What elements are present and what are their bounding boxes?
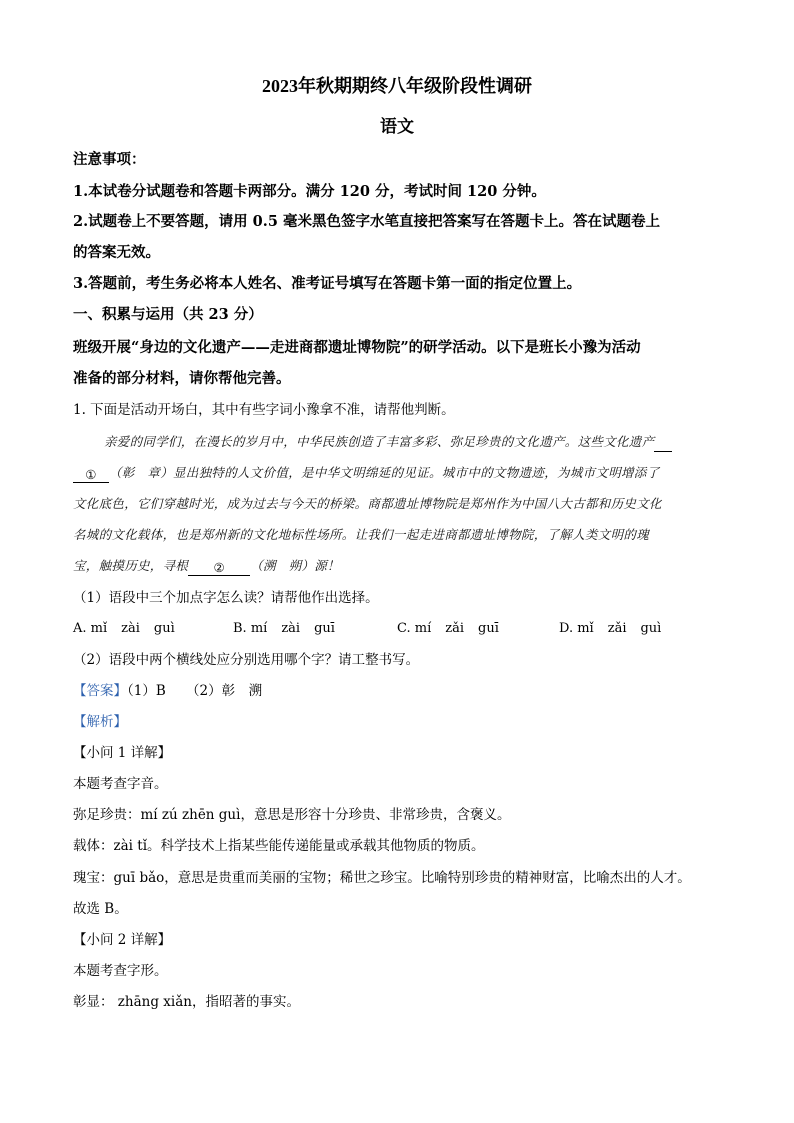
analysis-q2-line-1: 彰显： zhāng xiǎn，指昭著的事实。 (73, 994, 300, 1010)
blank-underline (654, 434, 672, 452)
option-b (233, 619, 335, 639)
answer-text: （1）B （2）彰 溯 (127, 683, 263, 699)
passage-text: 亲爱的同学们，在漫长的岁月中，中华民族创造了丰富多彩、弥足珍贵的文化遗产。这些文化遗产 (104, 434, 655, 449)
section-intro: 班级开展“身边的文化遗产——走进商都遗址博物院”的研学活动。以下是班长小豫为活动 (73, 339, 641, 356)
passage-line-5 (73, 556, 340, 576)
passage-line-4: 名城的文化载体，也是郑州新的文化地标性场所。让我们一起走进商都遗址博物院，了解人类文明的瑰 (73, 527, 650, 542)
analysis-q1-line-3: 瑰宝：guī bǎo，意思是贵重而美丽的宝物；稀世之珍宝。比喻特别珍贵的精神财富，比喻杰出的人才。 (73, 870, 691, 886)
option-pinyin: zài (281, 621, 301, 636)
notes-heading: 注意事项： (73, 151, 146, 168)
option-d (559, 619, 661, 639)
option-pinyin: guì (640, 621, 662, 636)
analysis-tag: 【解析】 (73, 714, 127, 730)
analysis-q1-conclusion: 故选 B。 (73, 901, 128, 917)
analysis-q1-heading: 【小问 1 详解】 (73, 745, 172, 761)
option-a (73, 619, 175, 639)
note-item-1: 1.本试卷分试题卷和答题卡两部分。满分 120 分，考试时间 120 分钟。 (73, 183, 546, 200)
option-pinyin: guī (314, 621, 335, 636)
page-title: 2023年秋期期终八年级阶段性调研 (262, 76, 532, 96)
subject-title: 语文 (380, 117, 414, 137)
section-intro-cont: 准备的部分材料，请你帮他完善。 (73, 370, 291, 387)
option-pinyin: guì (153, 621, 175, 636)
passage-text: （溯 朔）源！ (250, 558, 340, 573)
option-label: C. mí (397, 621, 432, 636)
passage-line-1 (104, 432, 672, 452)
analysis-q1-line-2: 载体：zài tǐ。科学技术上指某些能传递能量或承载其他物质的物质。 (73, 838, 485, 854)
option-pinyin: zǎi (445, 621, 464, 636)
option-label: D. mǐ (559, 621, 594, 636)
passage-line-2 (73, 463, 659, 483)
question-1-sub-1: （1）语段中三个加点字怎么读？请帮他作出选择。 (73, 590, 379, 606)
note-item-3: 3.答题前，考生务必将本人姓名、准考证号填写在答题卡第一面的指定位置上。 (73, 275, 582, 292)
analysis-q2-heading: 【小问 2 详解】 (73, 932, 172, 948)
option-label: A. mǐ (73, 621, 108, 636)
section-title: 一、积累与运用（共 23 分） (73, 306, 263, 323)
option-c (397, 619, 499, 639)
passage-text: 宝，触摸历史，寻根 (73, 558, 189, 573)
option-label: B. mí (233, 621, 268, 636)
blank-1 (73, 465, 109, 483)
analysis-q2-topic: 本题考查字形。 (73, 963, 168, 979)
option-pinyin: guī (478, 621, 499, 636)
answer-line (73, 681, 262, 701)
question-1-stem: 1. 下面是活动开场白，其中有些字词小豫拿不准，请帮他判断。 (73, 402, 455, 418)
option-pinyin: zài (121, 621, 140, 636)
blank-2-mark: ② (213, 560, 225, 575)
option-pinyin: zǎi (607, 621, 627, 636)
blank-2 (188, 558, 250, 576)
analysis-q1-topic: 本题考查字音。 (73, 776, 168, 792)
analysis-q1-line-1: 弥足珍贵：mí zú zhēn guì，意思是形容十分珍贵、非常珍贵，含褒义。 (73, 807, 511, 823)
blank-1-mark: ① (85, 467, 97, 482)
note-item-2-cont: 的答案无效。 (73, 244, 160, 261)
passage-text: （彰 章）显出独特的人文价值，是中华文明绵延的见证。城市中的文物遗迹，为城市文明增添了 (109, 465, 660, 480)
question-1-sub-2: （2）语段中两个横线处应分别选用哪个字？请工整书写。 (73, 652, 420, 668)
note-item-2: 2.试题卷上不要答题，请用 0.5 毫米黑色签字水笔直接把答案写在答题卡上。答在试题卷上 (73, 213, 660, 230)
answer-tag: 【答案】 (73, 683, 127, 699)
passage-line-3: 文化底色，它们穿越时光，成为过去与今天的桥梁。商都遗址博物院是郑州作为中国八大古都和历史文化 (73, 496, 662, 511)
